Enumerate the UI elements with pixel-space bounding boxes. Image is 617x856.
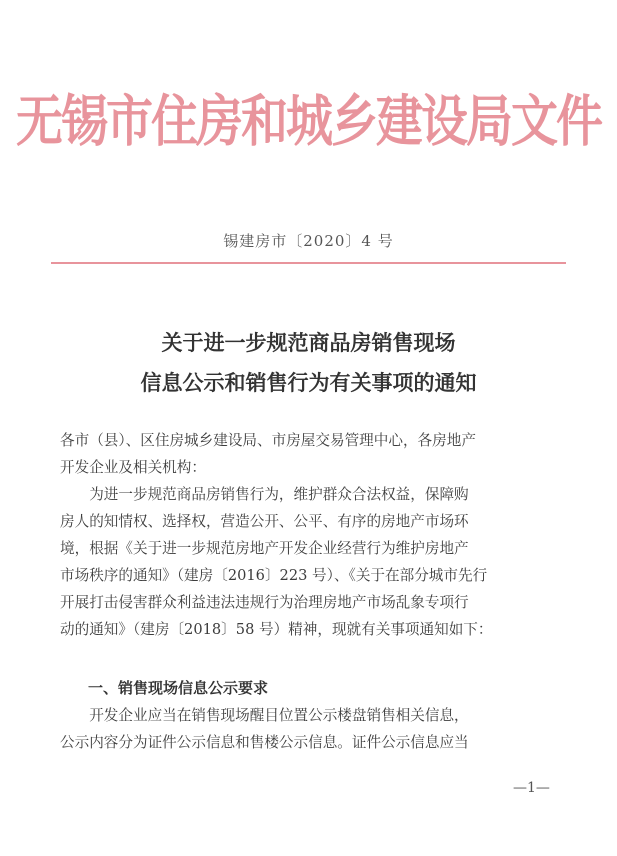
paragraph-line: 境，根据《关于进一步规范房地产开发企业经营行为维护房地产 [60, 540, 469, 557]
document-number: 锡建房市〔2020〕4 号 [223, 232, 394, 250]
addressee-line: 各市（县）、区住房城乡建设局、市房屋交易管理中心，各房地产 [60, 432, 476, 449]
paragraph-line: 公示内容分为证件公示信息和售楼公示信息。证件公示信息应当 [60, 734, 469, 751]
paragraph-line: 开发企业应当在销售现场醒目位置公示楼盘销售相关信息， [60, 707, 469, 724]
issuer-header-title: 无锡市住房和城乡建设局文件 [16, 89, 601, 155]
section-heading-1: 一、销售现场信息公示要求 [88, 679, 269, 697]
notice-title-line-1: 关于进一步规范商品房销售现场 [161, 330, 456, 355]
header-divider-line [51, 262, 566, 264]
addressee-line: 开发企业及相关机构： [60, 459, 206, 476]
paragraph-line: 市场秩序的通知》（建房〔2016〕223 号）、《关于在部分城市先行 [60, 567, 488, 584]
paragraph-line: 为进一步规范商品房销售行为，维护群众合法权益，保障购 [60, 486, 469, 503]
paragraph-line: 房人的知情权、选择权，营造公开、公平、有序的房地产市场环 [60, 513, 469, 530]
page-number: —1— [513, 780, 550, 796]
intro-paragraph [60, 481, 560, 643]
paragraph-line: 开展打击侵害群众利益违法违规行为治理房地产市场乱象专项行 [60, 594, 469, 611]
addressee-block [60, 427, 560, 481]
section-1-paragraph [60, 702, 560, 756]
paragraph-line: 动的通知》（建房〔2018〕58 号）精神，现就有关事项通知如下： [60, 621, 493, 638]
notice-title-line-2: 信息公示和销售行为有关事项的通知 [140, 370, 477, 395]
